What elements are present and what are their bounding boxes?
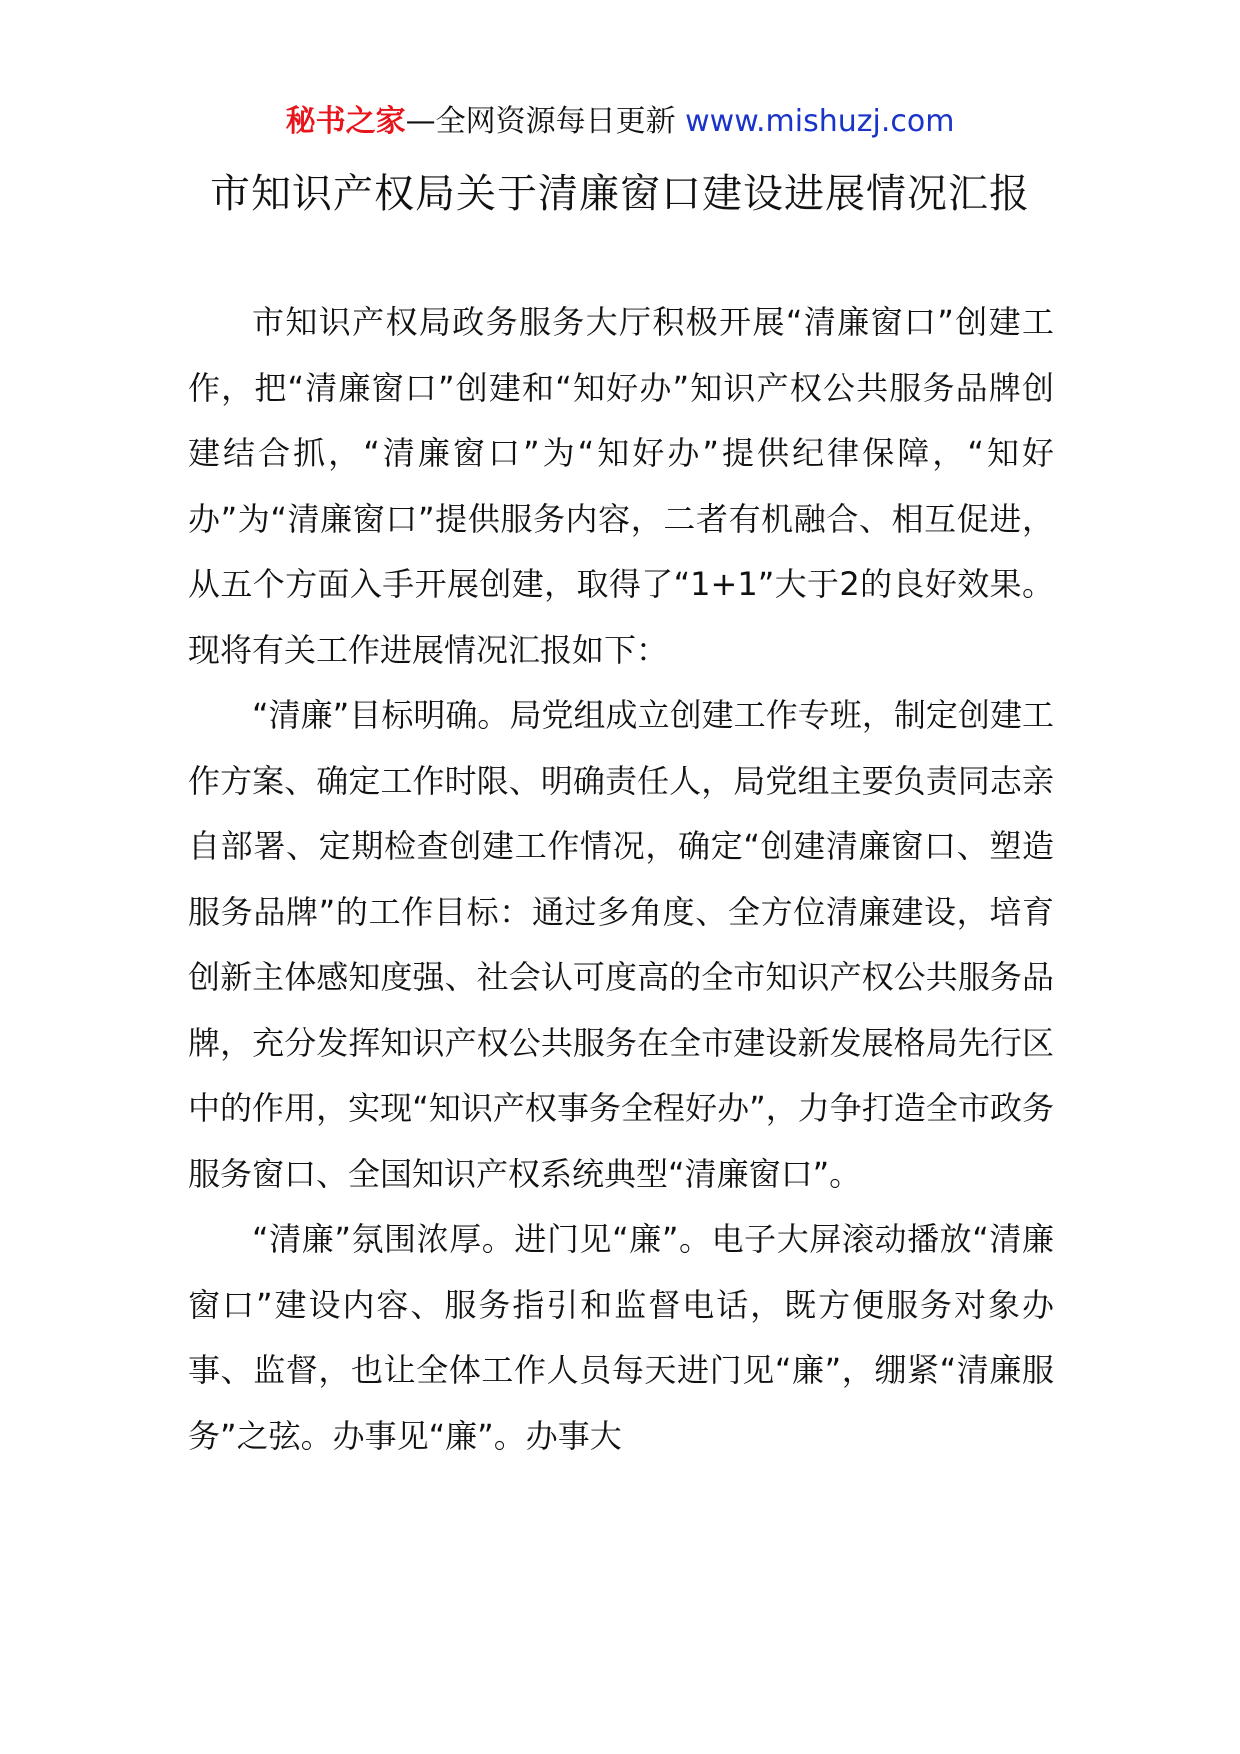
paragraph-goal: “清廉”目标明确。局党组成立创建工作专班，制定创建工作方案、确定工作时限、明确责任人，局党组主要负责同志亲自部署、定期检查创建工作情况，确定“创建清廉窗口、塑造服务品牌”的工作目标：通过多角度、全方位清廉建设，培育创新主体感知度强、社会认可度高的全市知识产权公共服务品牌，充分发挥知识产权公共服务在全市建设新发展格局先行区中的作用，实现“知识产权事务全程好办”，力争打造全市政务服务窗口、全国知识产权系统典型“清廉窗口”。 <box>188 696 1054 1193</box>
site-header <box>0 98 1240 146</box>
site-url-link[interactable]: www.mishuzj.com <box>685 104 955 139</box>
document-title: 市知识产权局关于清廉窗口建设进展情况汇报 <box>210 171 1030 217</box>
document-body <box>188 290 1054 1469</box>
paragraph-intro: 市知识产权局政务服务大厅积极开展“清廉窗口”创建工作，把“清廉窗口”创建和“知好办”知识产权公共服务品牌创建结合抓，“清廉窗口”为“知好办”提供纪律保障，“知好办”为“清廉窗口”提供服务内容，二者有机融合、相互促进，从五个方面入手开展创建，取得了“1+1”大于2的良好效果。现将有关工作进展情况汇报如下： <box>188 303 1054 669</box>
site-slogan: —全网资源每日更新 <box>405 104 686 139</box>
paragraph-atmosphere: “清廉”氛围浓厚。进门见“廉”。电子大屏滚动播放“清廉窗口”建设内容、服务指引和监督电话，既方便服务对象办事、监督，也让全体工作人员每天进门见“廉”，绷紧“清廉服务”之弦。办事见“廉”。办事大 <box>188 1220 1054 1455</box>
site-brand: 秘书之家 <box>285 104 406 139</box>
